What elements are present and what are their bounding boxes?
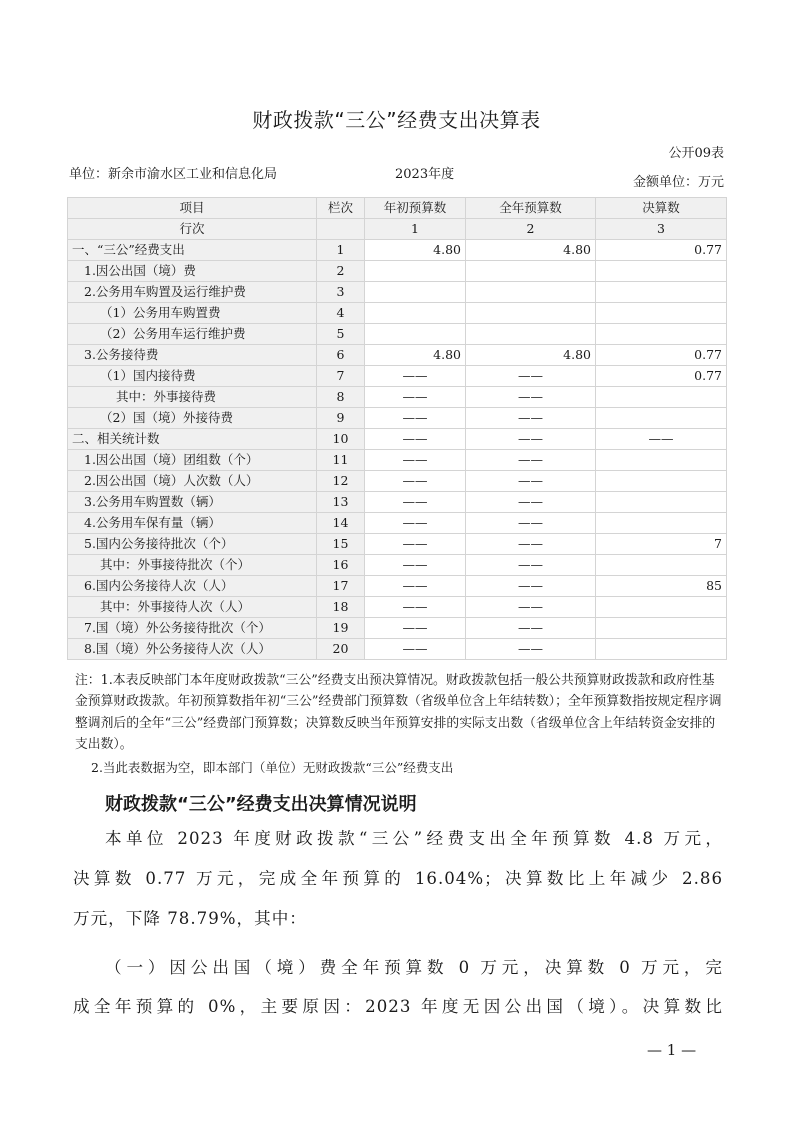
cell-annual-budget: —— — [466, 387, 596, 408]
fiscal-year: 2023年度 — [395, 167, 455, 182]
row-column-number: 2 — [317, 261, 365, 282]
table-row — [68, 387, 727, 408]
row-column-number: 3 — [317, 282, 365, 303]
row-index-empty — [317, 219, 365, 240]
cell-final-account — [596, 513, 727, 534]
cell-final-account — [596, 450, 727, 471]
cell-final-account — [596, 261, 727, 282]
cell-initial-budget: —— — [365, 513, 466, 534]
explanation-line: （一）因公出国（境）费全年预算数 0 万元，决算数 0 万元，完 — [105, 958, 723, 977]
row-item-label: 一、“三公”经费支出 — [68, 240, 317, 261]
amount-unit: 金额单位：万元 — [632, 175, 724, 190]
cell-initial-budget — [365, 303, 466, 324]
row-item-label: 1.因公出国（境）费 — [68, 261, 317, 282]
cell-annual-budget: —— — [466, 366, 596, 387]
row-index-c2: 2 — [466, 219, 596, 240]
three-public-expenses-table — [67, 197, 727, 660]
cell-initial-budget: —— — [365, 366, 466, 387]
cell-annual-budget: —— — [466, 534, 596, 555]
cell-annual-budget: —— — [466, 597, 596, 618]
table-row — [68, 639, 727, 660]
row-column-number: 8 — [317, 387, 365, 408]
explanation-line: 本单位 2023 年度财政拨款“三公”经费支出全年预算数 4.8 万元， — [105, 829, 723, 848]
cell-final-account: —— — [596, 429, 727, 450]
table-row — [68, 429, 727, 450]
cell-initial-budget: —— — [365, 429, 466, 450]
cell-initial-budget: —— — [365, 597, 466, 618]
row-item-label: 二、相关统计数 — [68, 429, 317, 450]
table-row — [68, 555, 727, 576]
cell-final-account — [596, 618, 727, 639]
cell-annual-budget: —— — [466, 576, 596, 597]
cell-final-account — [596, 408, 727, 429]
explanation-heading: 财政拨款“三公”经费支出决算情况说明 — [105, 794, 417, 815]
row-item-label: 3.公务接待费 — [68, 345, 317, 366]
cell-annual-budget: 4.80 — [466, 240, 596, 261]
cell-final-account: 0.77 — [596, 366, 727, 387]
row-index-c3: 3 — [596, 219, 727, 240]
cell-initial-budget: —— — [365, 576, 466, 597]
cell-initial-budget: —— — [365, 408, 466, 429]
cell-initial-budget: —— — [365, 534, 466, 555]
cell-initial-budget: —— — [365, 387, 466, 408]
cell-final-account — [596, 471, 727, 492]
cell-annual-budget — [466, 261, 596, 282]
row-item-label: 5.国内公务接待批次（个） — [68, 534, 317, 555]
table-row — [68, 450, 727, 471]
column-header-item: 项目 — [68, 198, 317, 219]
row-column-number: 20 — [317, 639, 365, 660]
cell-final-account — [596, 282, 727, 303]
explanation-line: 成全年预算的 0%，主要原因：2023 年度无因公出国（境）。决算数比 — [73, 997, 723, 1016]
cell-initial-budget — [365, 324, 466, 345]
table-row — [68, 261, 727, 282]
column-header-initial-budget: 年初预算数 — [365, 198, 466, 219]
column-header-annual-budget: 全年预算数 — [466, 198, 596, 219]
row-item-label: 6.国内公务接待人次（人） — [68, 576, 317, 597]
row-item-label: 3.公务用车购置数（辆） — [68, 492, 317, 513]
cell-initial-budget: 4.80 — [365, 240, 466, 261]
cell-initial-budget: —— — [365, 471, 466, 492]
row-column-number: 5 — [317, 324, 365, 345]
cell-initial-budget: —— — [365, 639, 466, 660]
row-item-label: （2）公务用车运行维护费 — [68, 324, 317, 345]
table-row — [68, 303, 727, 324]
table-row-index-row — [68, 219, 727, 240]
cell-annual-budget: —— — [466, 471, 596, 492]
row-column-number: 19 — [317, 618, 365, 639]
row-column-number: 1 — [317, 240, 365, 261]
row-item-label: 其中：外事接待批次（个） — [68, 555, 317, 576]
cell-final-account — [596, 555, 727, 576]
cell-final-account: 0.77 — [596, 240, 727, 261]
row-column-number: 12 — [317, 471, 365, 492]
cell-final-account — [596, 303, 727, 324]
row-item-label: 2.因公出国（境）人次数（人） — [68, 471, 317, 492]
cell-initial-budget: —— — [365, 492, 466, 513]
cell-initial-budget: —— — [365, 618, 466, 639]
row-item-label: （1）国内接待费 — [68, 366, 317, 387]
cell-annual-budget: 4.80 — [466, 345, 596, 366]
cell-initial-budget: 4.80 — [365, 345, 466, 366]
cell-annual-budget: —— — [466, 513, 596, 534]
cell-annual-budget — [466, 324, 596, 345]
explanation-line: 万元，下降 78.79%，其中： — [73, 909, 307, 928]
cell-initial-budget — [365, 282, 466, 303]
row-column-number: 9 — [317, 408, 365, 429]
row-column-number: 6 — [317, 345, 365, 366]
row-item-label: （1）公务用车购置费 — [68, 303, 317, 324]
cell-final-account — [596, 597, 727, 618]
table-row — [68, 576, 727, 597]
table-row — [68, 366, 727, 387]
table-note-1: 注：1.本表反映部门本年度财政拨款“三公”经费支出预决算情况。财政拨款包括一般公共预算财政拨款和政府性基金预算财政拨款。年初预算数指年初“三公”经费部门预算数（省级单位含上年结转数）；全年预算数指按规定程序调整调剂后的全年“三公”经费部门预算数；决算数反映当年预算安排的实际支出数（省级单位含上年结转资金安排的支出数）。 — [75, 673, 722, 752]
row-item-label: 其中：外事接待费 — [68, 387, 317, 408]
cell-final-account: 7 — [596, 534, 727, 555]
row-column-number: 13 — [317, 492, 365, 513]
table-note-2: 2.当此表数据为空，即本部门（单位）无财政拨款“三公”经费支出 — [91, 760, 454, 775]
column-header-final-account: 决算数 — [596, 198, 727, 219]
row-column-number: 4 — [317, 303, 365, 324]
reporting-unit: 单位：新余市渝水区工业和信息化局 — [69, 167, 278, 182]
row-column-number: 14 — [317, 513, 365, 534]
row-index-c1: 1 — [365, 219, 466, 240]
cell-annual-budget: —— — [466, 429, 596, 450]
cell-final-account — [596, 324, 727, 345]
row-item-label: （2）国（境）外接待费 — [68, 408, 317, 429]
cell-final-account — [596, 639, 727, 660]
page-title: 财政拨款“三公”经费支出决算表 — [252, 108, 541, 132]
cell-final-account: 0.77 — [596, 345, 727, 366]
row-column-number: 11 — [317, 450, 365, 471]
table-row — [68, 324, 727, 345]
cell-initial-budget: —— — [365, 555, 466, 576]
row-column-number: 15 — [317, 534, 365, 555]
cell-annual-budget: —— — [466, 555, 596, 576]
cell-annual-budget: —— — [466, 450, 596, 471]
cell-annual-budget: —— — [466, 639, 596, 660]
cell-initial-budget: —— — [365, 450, 466, 471]
table-row — [68, 597, 727, 618]
table-row — [68, 240, 727, 261]
table-row — [68, 282, 727, 303]
cell-annual-budget: —— — [466, 492, 596, 513]
row-column-number: 18 — [317, 597, 365, 618]
row-item-label: 4.公务用车保有量（辆） — [68, 513, 317, 534]
row-column-number: 17 — [317, 576, 365, 597]
row-column-number: 10 — [317, 429, 365, 450]
cell-annual-budget: —— — [466, 408, 596, 429]
cell-final-account — [596, 387, 727, 408]
table-header-row — [68, 198, 727, 219]
row-index-label: 行次 — [68, 219, 317, 240]
table-row — [68, 492, 727, 513]
row-column-number: 7 — [317, 366, 365, 387]
row-column-number: 16 — [317, 555, 365, 576]
table-row — [68, 471, 727, 492]
cell-initial-budget — [365, 261, 466, 282]
table-row — [68, 513, 727, 534]
form-number: 公开09表 — [668, 146, 724, 161]
table-row — [68, 345, 727, 366]
table-row — [68, 534, 727, 555]
cell-annual-budget — [466, 303, 596, 324]
cell-annual-budget — [466, 282, 596, 303]
row-item-label: 8.国（境）外公务接待人次（人） — [68, 639, 317, 660]
row-item-label: 2.公务用车购置及运行维护费 — [68, 282, 317, 303]
table-row — [68, 408, 727, 429]
cell-annual-budget: —— — [466, 618, 596, 639]
row-item-label: 其中：外事接待人次（人） — [68, 597, 317, 618]
explanation-line: 决算数 0.77 万元，完成全年预算的 16.04%；决算数比上年减少 2.86 — [73, 869, 723, 888]
cell-final-account: 85 — [596, 576, 727, 597]
column-header-column-no: 栏次 — [317, 198, 365, 219]
row-item-label: 7.国（境）外公务接待批次（个） — [68, 618, 317, 639]
page-number: — 1 — — [647, 1041, 697, 1059]
row-item-label: 1.因公出国（境）团组数（个） — [68, 450, 317, 471]
table-row — [68, 618, 727, 639]
cell-final-account — [596, 492, 727, 513]
